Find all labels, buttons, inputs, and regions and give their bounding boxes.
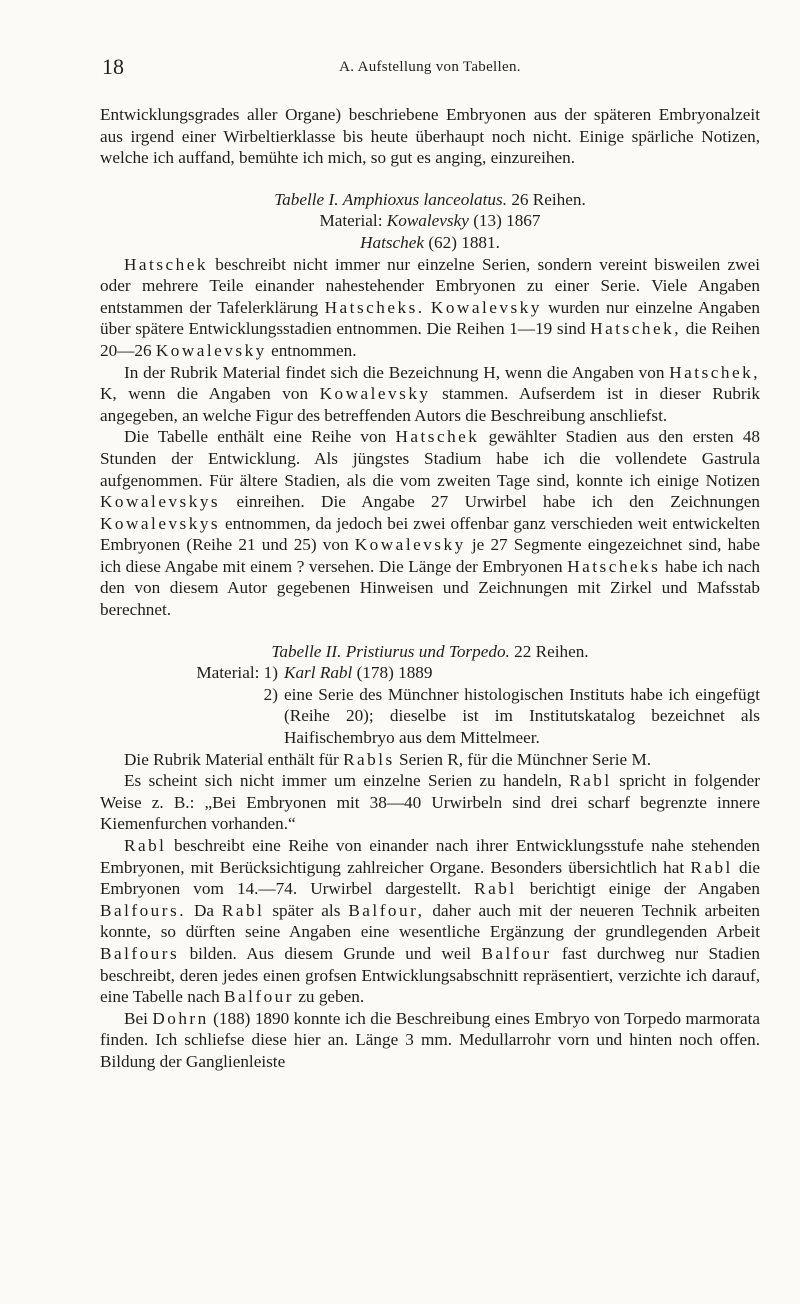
author-name: Balfour	[481, 943, 552, 963]
table2-paragraph-3	[100, 835, 760, 1008]
text: Die Tabelle enthält eine Reihe von	[124, 427, 387, 447]
text: zu geben.	[298, 987, 365, 1007]
table2-material-2	[100, 684, 760, 749]
text: spricht in folgender Weise z. B.: „Bei Embryonen mit 38—40 Urwirbeln sind drei scharf begrenzte innere Kiemenfurchen vorhanden.“	[100, 771, 761, 834]
text: gewählter Stadien aus den ersten 48 Stunden der Entwicklung. Als jüngstes Stadium habe ich die vollendete Gastrula aufgenommen. Für ältere Stadien, als die vom zweiten Tage sind, konnte ich einige Notizen	[100, 427, 761, 490]
author-name: Kowalevskys	[100, 492, 221, 512]
author-name: Rabls	[343, 749, 395, 769]
author-name: Hatschek,	[590, 319, 682, 339]
author-name: Hatscheks	[567, 556, 661, 576]
author-kowalevsky: Kowalevsky	[386, 211, 469, 231]
text: die Reihen 20—26	[100, 319, 761, 360]
author-name: Kowalevskys	[100, 513, 221, 533]
author-name: Rabl	[124, 836, 167, 855]
table1-paragraph-2	[100, 362, 760, 427]
material-number: 2)	[263, 684, 278, 704]
text: In der Rubrik Material findet sich die Bezeichnung H, wenn die Angaben von	[124, 362, 665, 382]
text: daher auch mit der neueren Technik arbeiten konnte, so dürften seine Angaben eine wesentliche Ergänzung der grundlegenden Arbeit	[100, 900, 761, 942]
material-item	[284, 662, 760, 684]
text: Da	[193, 900, 214, 920]
material-label: Material:	[319, 211, 383, 231]
author-name: Balfours	[100, 943, 180, 963]
citation: (62) 1881.	[428, 232, 500, 252]
citation: (178) 1889	[356, 663, 433, 683]
text: entnommen, da jedoch bei zwei offenbar ganz verschieden weit entwickelten Embryonen (Reihe 21 und 25) von	[100, 513, 761, 555]
author-name: Balfour	[223, 987, 294, 1007]
author-name: Hatschek,	[669, 362, 760, 382]
text: später als	[272, 900, 341, 920]
text: stammen. Aufserdem ist in dieser Rubrik angegeben, an welche Figur des betreffenden Autors die Beschreibung anschliefst.	[100, 384, 761, 425]
material-number: 1)	[263, 663, 278, 683]
table1-subject: Amphioxus lanceolatus.	[342, 189, 508, 209]
author-name: Hatscheks.	[324, 297, 425, 317]
running-head: A. Aufstellung von Tabellen.	[339, 59, 521, 75]
text: entnommen.	[271, 340, 357, 360]
text: berichtigt einige der Angaben	[529, 879, 760, 899]
table2-paragraph-2	[100, 770, 760, 835]
text: wurden nur einzelne Angaben über spätere Entwicklungsstadien entnommen. Die Reihen 1—19 sind	[100, 297, 760, 339]
author-name: Hatschek	[395, 427, 480, 447]
text: die Embryonen vom 14.—74. Urwirbel dargestellt.	[100, 857, 761, 899]
author-name: Rabl	[690, 857, 733, 877]
table2-paragraph-1	[100, 749, 760, 771]
author-name: Kowalevsky	[354, 535, 466, 555]
material-label: Material:	[196, 663, 260, 683]
table1-paragraph-1	[100, 254, 760, 362]
text: fast durchweg nur Stadien beschreibt, deren jedes einen grofsen Entwicklungsabschnitt repräsentiert, verzichte ich darauf, eine Tabelle nach	[100, 943, 760, 1007]
table2-paragraph-4	[100, 1008, 760, 1073]
table2-subject: Pristiurus und Torpedo.	[345, 641, 510, 661]
page-number: 18	[102, 54, 124, 79]
citation: (13) 1867	[473, 211, 541, 231]
text: je 27 Segmente eingezeichnet sind, habe ich diese Angabe mit einem ? versehen. Die Länge der Embryonen	[100, 535, 761, 576]
intro-paragraph: Entwicklungsgrades aller Organe) beschriebene Embryonen aus der späteren Embryonalzeit aus irgend einer Wirbeltierklasse bis heute überhaupt noch nicht. Einige spärliche Notizen, welche ich auffand, bemühte ich mich, so gut es anging, einzureihen.	[100, 105, 760, 168]
table1-rows: 26 Reihen.	[511, 189, 586, 209]
table2-title: Tabelle II.	[271, 641, 342, 661]
author-name: Rabl	[569, 771, 612, 791]
text: beschreibt eine Reihe von einander nach ihrer Entwicklungsstufe nahe stehenden Embryonen, mit Berücksichtigung zahlreicher Organe. Besonders übersichtlich hat	[100, 836, 760, 877]
author-name: Hatschek	[124, 254, 208, 274]
table2-rows: 22 Reihen.	[514, 641, 589, 661]
author-name: Balfours.	[100, 900, 186, 920]
material-item: eine Serie des Münchner histologischen Instituts habe ich eingefügt (Reihe 20); dieselbe ist im Institutskatalog bezeichnet als Haifischembryo aus dem Mittelmeer.	[284, 684, 760, 748]
table1-material-2	[100, 232, 760, 254]
text: Die Rubrik Material enthält für	[124, 749, 339, 769]
author-name: Dohrn	[152, 1008, 209, 1028]
text: (188) 1890 konnte ich die Beschreibung eines Embryo von Torpedo marmorata finden. Ich schliefse diese hier an. Länge 3 mm. Medullarrohr vorn und hinten noch offen. Bildung der Ganglienleiste	[100, 1008, 761, 1071]
text: habe ich nach den von diesem Autor gegebenen Hinweisen und Zeichnungen mit Zirkel und Mafsstab berechnet.	[100, 556, 761, 620]
table2-material-1	[100, 662, 760, 684]
table1-paragraph-3	[100, 426, 760, 620]
material-label-cell	[100, 684, 284, 749]
text: Bei	[124, 1008, 148, 1028]
text: K, wenn die Angaben von	[100, 384, 309, 404]
material-label-cell	[100, 662, 284, 684]
text: bilden. Aus diesem Grunde und weil	[189, 943, 472, 963]
text: beschreibt nicht immer nur einzelne Serien, sondern vereint bisweilen zwei oder mehrere Teile einander nahestehender Embryonen zu einer Serie. Viele Angaben entstammen der Tafelerklärung	[100, 254, 761, 317]
author-name: Kowalevsky	[155, 340, 267, 360]
text: Es scheint sich nicht immer um einzelne Serien zu handeln,	[124, 771, 562, 791]
text: Serien R, für die Münchner Serie M.	[399, 749, 652, 769]
author-rabl: Karl Rabl	[284, 663, 353, 683]
author-name: Kowalevsky	[430, 297, 542, 317]
table2-heading	[100, 641, 760, 663]
text: einreihen. Die Angabe 27 Urwirbel habe ich den Zeichnungen	[236, 492, 760, 512]
page-body	[100, 104, 760, 1073]
table1-heading	[100, 189, 760, 211]
table1-title: Tabelle I.	[274, 189, 339, 209]
author-name: Kowalevsky	[319, 384, 431, 404]
author-name: Rabl	[221, 900, 265, 920]
author-name: Rabl	[474, 879, 517, 899]
author-name: Balfour,	[348, 900, 425, 920]
author-hatschek: Hatschek	[360, 232, 425, 252]
table1-material-1	[100, 210, 760, 232]
